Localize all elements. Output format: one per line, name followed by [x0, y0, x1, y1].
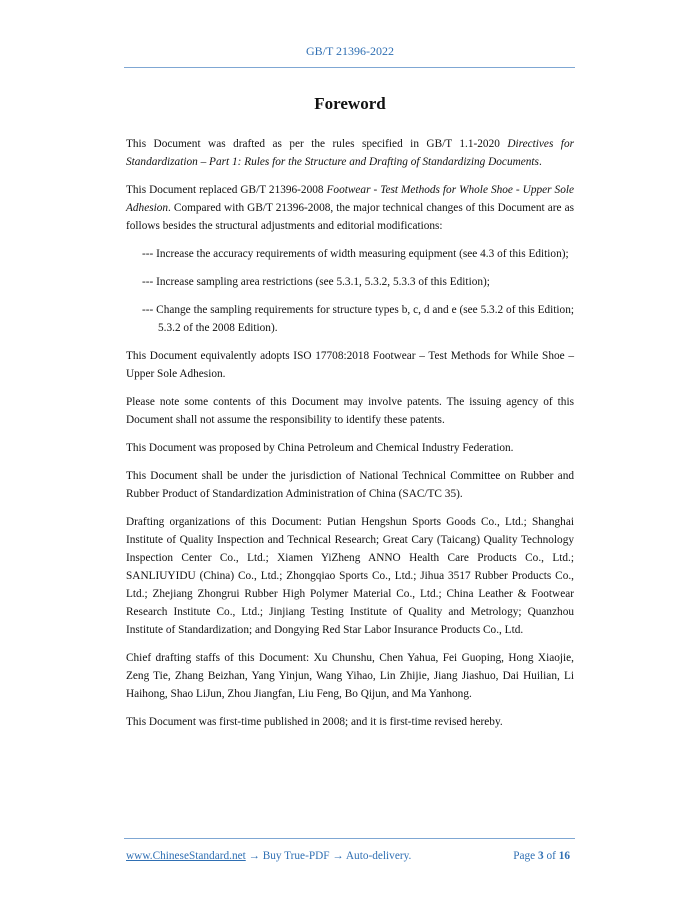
page-title: Foreword [314, 94, 386, 113]
paragraph-history: This Document was first-time published in 2008; and it is first-time revised hereby. [126, 716, 503, 728]
page-footer [126, 850, 574, 862]
foreword-body [126, 135, 574, 741]
page-of-label: of [543, 850, 559, 862]
change-list-item: --- Change the sampling requirements for structure types b, c, d and e (see 5.3.2 of this Edition; 5.3.2 of the 2008 Edition). [142, 304, 574, 334]
referenced-standard-title: Directives for Standardization – Part 1: Rules for the Structure and Drafting of Standardizing Documents [126, 138, 574, 168]
change-list-item: --- Increase sampling area restrictions (see 5.3.1, 5.3.2, 5.3.3 of this Edition); [142, 276, 490, 288]
paragraph-drafting-rules [126, 135, 574, 171]
header-divider [124, 67, 575, 68]
paragraph-patents: Please note some contents of this Document may involve patents. The issuing agency of this Document shall not assume the responsibility to identify these patents. [126, 396, 574, 426]
replaced-standard-title: Footwear - Test Methods for Whole Shoe - Upper Sole Adhesion [126, 184, 574, 214]
paragraph-drafting-staff: Chief drafting staffs of this Document: Xu Chunshu, Chen Yahua, Fei Guoping, Hong Xiaojie, Zeng Tie, Zhang Beizhan, Yang Yinjun, Wang Yihao, Lin Zhijie, Jiang Jiashuo, Dai Huilian, Li Haihong, Shao LiJun, Zhou Jiangfan, Liu Feng, Bo Qijun, and Ma Yanhong. [126, 652, 574, 700]
footer-divider [124, 838, 575, 839]
paragraph-text: . [538, 156, 542, 168]
paragraph-text: This Document was drafted as per the rules specified in GB/T 1.1-2020 [126, 138, 508, 150]
paragraph-adoption: This Document equivalently adopts ISO 17708:2018 Footwear – Test Methods for While Shoe – Upper Sole Adhesion. [126, 350, 574, 380]
paragraph-text: This Document replaced GB/T 21396-2008 [126, 184, 327, 196]
paragraph-jurisdiction: This Document shall be under the jurisdiction of National Technical Committee on Rubber and Rubber Product of Standardization Administration of China (SAC/TC 35). [126, 470, 574, 500]
paragraph-drafting-organizations: Drafting organizations of this Document: Putian Hengshun Sports Goods Co., Ltd.; Shanghai Institute of Quality Inspection and Technical Research; Great Cary (Taicang) Quality Technology Inspection Center Co., Ltd.; Xiamen YiZheng ANNO Health Care Products Co., Ltd.; SANLIUYIDU (China) Co., Ltd.; Zhongqiao Sports Co., Ltd.; Jihua 3517 Rubber Products Co., Ltd.; Zhejiang Zhongrui Rubber High Polymer Material Co., Ltd.; China Leather & Footwear Research Institute Co., Ltd.; Jinjiang Testing Institute of Quality and Metrology; Quanzhou Institute of Standardization; and Dongying Red Star Labor Insurance Products Co., Ltd. [126, 516, 574, 636]
paragraph-proposer: This Document was proposed by China Petroleum and Chemical Industry Federation. [126, 442, 514, 454]
total-pages-number: 16 [558, 850, 570, 862]
footer-promo: → Buy True-PDF → Auto-delivery. [245, 850, 412, 862]
paragraph-replacement [126, 181, 574, 235]
document-code-header: GB/T 21396-2022 [305, 44, 395, 58]
page-label: Page [513, 850, 538, 862]
paragraph-text: . Compared with GB/T 21396-2008, the major technical changes of this Document are as follows besides the structural adjustments and editorial modifications: [126, 202, 574, 232]
page-indicator [513, 850, 570, 862]
current-page-number: 3 [537, 850, 544, 862]
chinesestandard-link[interactable]: www.ChineseStandard.net [126, 850, 246, 862]
change-list-item: --- Increase the accuracy requirements of width measuring equipment (see 4.3 of this Edition); [142, 248, 569, 260]
